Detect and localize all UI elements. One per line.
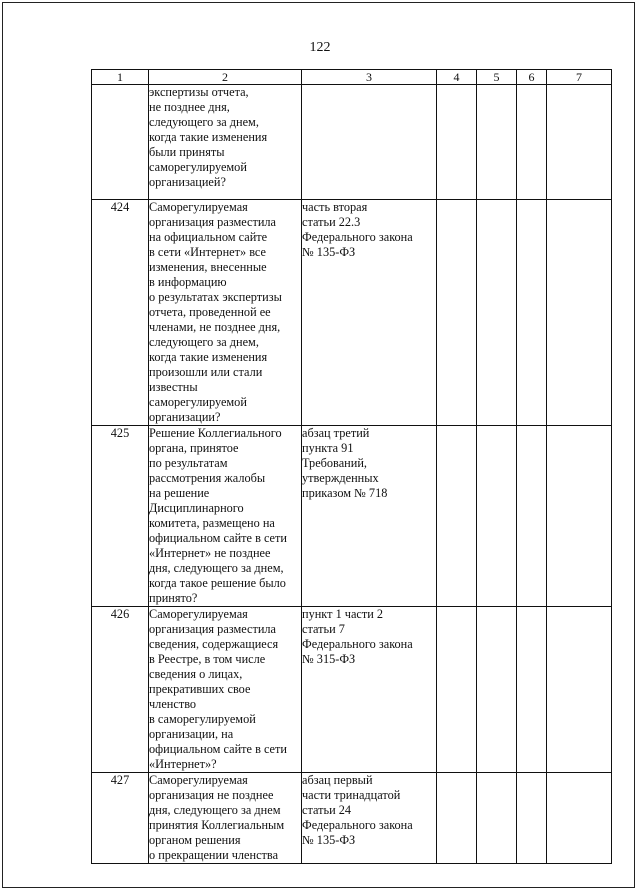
question-line: Саморегулируемая	[149, 773, 248, 787]
question-line: в сети «Интернет» все	[149, 245, 267, 259]
answer-cell-6	[517, 607, 547, 773]
answer-cell-4	[437, 607, 477, 773]
question-line: организации?	[149, 410, 221, 424]
reference-line: Требований,	[302, 456, 367, 470]
reference-line: статьи 22.3	[302, 215, 361, 229]
row-number	[92, 85, 149, 200]
answer-cell-4	[437, 773, 477, 864]
question-line: на решение	[149, 486, 210, 500]
question-line: когда такие изменения	[149, 350, 268, 364]
question-line: Саморегулируемая	[149, 200, 248, 214]
question-line: принятия Коллегиальным	[149, 818, 285, 832]
question-line: прекративших свое	[149, 682, 251, 696]
question-cell	[149, 200, 302, 426]
question-line: изменения, внесенные	[149, 260, 267, 274]
question-line: организация разместила	[149, 622, 277, 636]
reference-line: пункта 91	[302, 441, 354, 455]
question-line: саморегулируемой	[149, 160, 247, 174]
question-line: сведения, содержащиеся	[149, 637, 279, 651]
header-col-5: 5	[477, 70, 517, 85]
question-line: организация не позднее	[149, 788, 274, 802]
legal-reference-cell	[302, 200, 437, 426]
reference-line: Федерального закона	[302, 230, 413, 244]
question-line: в саморегулируемой	[149, 712, 256, 726]
question-line: сведения о лицах,	[149, 667, 243, 681]
question-line: по результатам	[149, 456, 228, 470]
question-line: следующего за днем,	[149, 115, 259, 129]
question-line: «Интернет» не позднее	[149, 546, 271, 560]
answer-cell-5	[477, 85, 517, 200]
table-row	[92, 200, 612, 426]
reference-line: приказом № 718	[302, 486, 388, 500]
table-row	[92, 426, 612, 607]
answer-cell-5	[477, 607, 517, 773]
answer-cell-7	[547, 85, 612, 200]
header-col-7: 7	[547, 70, 612, 85]
legal-reference-cell	[302, 85, 437, 200]
header-col-4: 4	[437, 70, 477, 85]
question-line: следующего за днем,	[149, 335, 259, 349]
answer-cell-5	[477, 426, 517, 607]
question-line: дня, следующего за днем,	[149, 561, 284, 575]
question-line: не позднее дня,	[149, 100, 230, 114]
answer-cell-4	[437, 426, 477, 607]
reference-line: Федерального закона	[302, 637, 413, 651]
answer-cell-4	[437, 200, 477, 426]
question-line: организацией?	[149, 175, 226, 189]
answer-cell-7	[547, 607, 612, 773]
question-line: организация разместила	[149, 215, 277, 229]
question-line: официальном сайте в сети	[149, 742, 287, 756]
row-number: 424	[92, 200, 149, 426]
header-col-6: 6	[517, 70, 547, 85]
question-line: Решение Коллегиального	[149, 426, 282, 440]
question-line: были приняты	[149, 145, 225, 159]
reference-line: Федерального закона	[302, 818, 413, 832]
question-cell	[149, 85, 302, 200]
question-line: органом решения	[149, 833, 241, 847]
reference-line: № 315-ФЗ	[302, 652, 356, 666]
answer-cell-5	[477, 773, 517, 864]
reference-line: № 135-ФЗ	[302, 833, 356, 847]
table-row	[92, 85, 612, 200]
question-line: на официальном сайте	[149, 230, 268, 244]
question-line: «Интернет»?	[149, 757, 217, 771]
question-line: когда такое решение было	[149, 576, 286, 590]
question-line: отчета, проведенной ее	[149, 305, 271, 319]
row-number: 425	[92, 426, 149, 607]
question-line: известны	[149, 380, 198, 394]
page-number: 122	[309, 40, 331, 55]
question-line: органа, принятое	[149, 441, 239, 455]
question-line: дня, следующего за днем	[149, 803, 281, 817]
question-cell	[149, 426, 302, 607]
header-col-3: 3	[302, 70, 437, 85]
question-line: в Реестре, в том числе	[149, 652, 266, 666]
reference-line: часть вторая	[302, 200, 368, 214]
question-line: организации, на	[149, 727, 234, 741]
reference-line: статьи 24	[302, 803, 352, 817]
question-line: членство	[149, 697, 197, 711]
question-line: произошли или стали	[149, 365, 263, 379]
legal-reference-cell	[302, 607, 437, 773]
question-line: Саморегулируемая	[149, 607, 248, 621]
answer-cell-6	[517, 773, 547, 864]
reference-line: абзац третий	[302, 426, 370, 440]
header-row	[92, 70, 612, 85]
answer-cell-4	[437, 85, 477, 200]
answer-cell-6	[517, 426, 547, 607]
header-col-1: 1	[92, 70, 149, 85]
row-number: 427	[92, 773, 149, 864]
answer-cell-7	[547, 773, 612, 864]
question-line: о результатах экспертизы	[149, 290, 282, 304]
question-line: Дисциплинарного	[149, 501, 244, 515]
reference-line: части тринадцатой	[302, 788, 401, 802]
answer-cell-6	[517, 200, 547, 426]
table-row	[92, 773, 612, 864]
answer-cell-7	[547, 200, 612, 426]
question-line: саморегулируемой	[149, 395, 247, 409]
answer-cell-5	[477, 200, 517, 426]
reference-line: утвержденных	[302, 471, 379, 485]
question-line: рассмотрения жалобы	[149, 471, 266, 485]
row-number: 426	[92, 607, 149, 773]
answer-cell-7	[547, 426, 612, 607]
header-col-2: 2	[149, 70, 302, 85]
answer-cell-6	[517, 85, 547, 200]
question-line: комитета, размещено на	[149, 516, 275, 530]
question-line: экспертизы отчета,	[149, 85, 249, 99]
question-line: когда такие изменения	[149, 130, 268, 144]
table-row	[92, 607, 612, 773]
reference-line: № 135-ФЗ	[302, 245, 356, 259]
reference-line: статьи 7	[302, 622, 345, 636]
question-line: принято?	[149, 591, 198, 605]
question-line: о прекращении членства	[149, 848, 279, 862]
question-line: официальном сайте в сети	[149, 531, 287, 545]
legal-reference-cell	[302, 426, 437, 607]
legal-reference-cell	[302, 773, 437, 864]
reference-line: пункт 1 части 2	[302, 607, 384, 621]
reference-line: абзац первый	[302, 773, 373, 787]
question-line: членами, не позднее дня,	[149, 320, 281, 334]
question-cell	[149, 607, 302, 773]
question-line: в информацию	[149, 275, 227, 289]
checklist-table	[91, 69, 612, 864]
question-cell	[149, 773, 302, 864]
